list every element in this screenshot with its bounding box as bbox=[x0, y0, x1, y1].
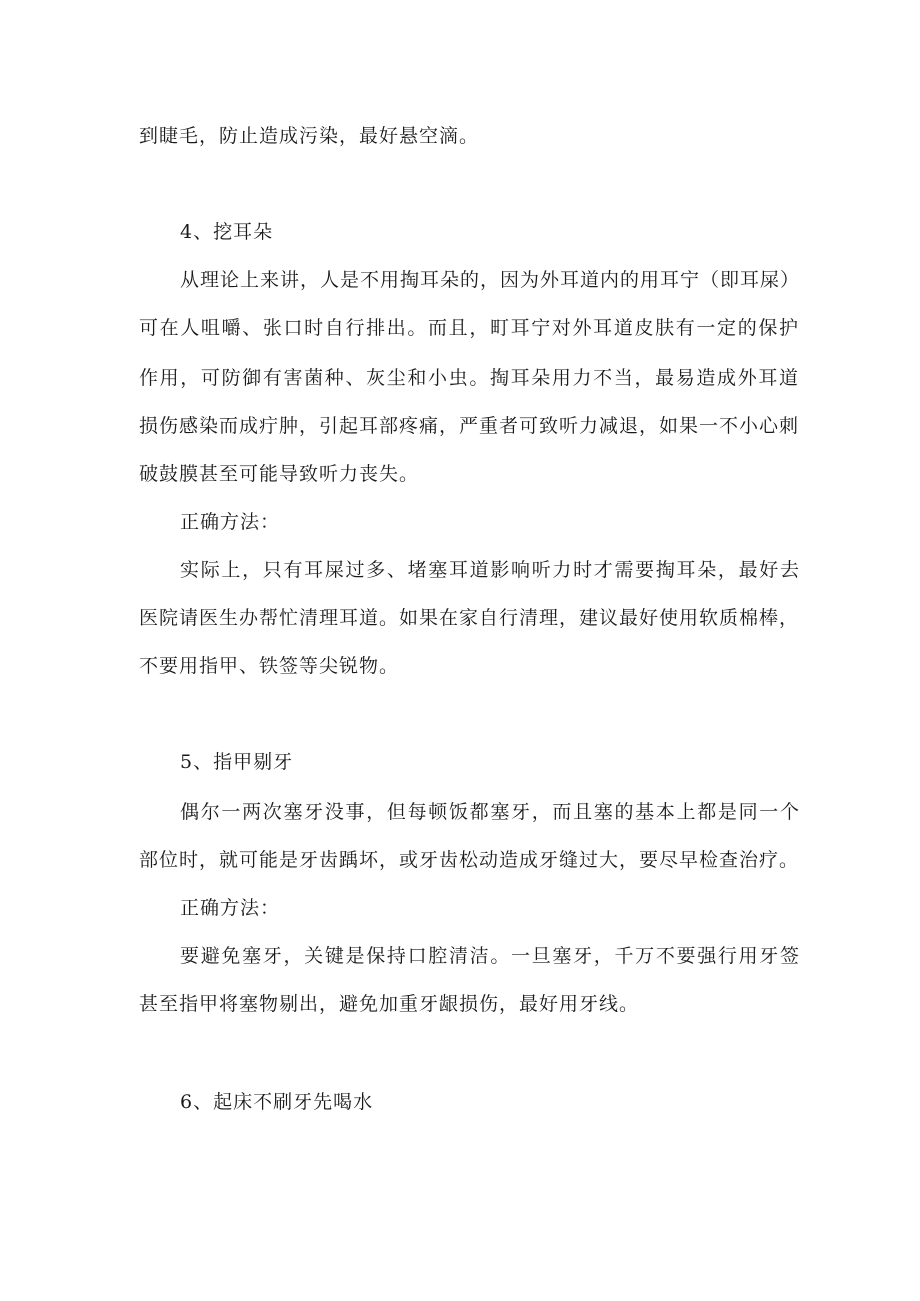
paragraph-line: 从理论上来讲，人是不用掏耳朵的，因为外耳道内的用耳宁（即耳屎） bbox=[180, 269, 801, 291]
paragraph-line: 部位时，就可能是牙齿踽坏，或牙齿松动造成牙缝过大，要尽早检查治疗。 bbox=[139, 849, 800, 871]
paragraph-line: 医院请医生办帮忙清理耳道。如果在家自行清理，建议最好使用软质棉棒， bbox=[139, 607, 800, 629]
paragraph-line: 损伤感染而成疔肿，引起耳部疼痛，严重者可致听力减退，如果一不小心刺 bbox=[139, 415, 800, 437]
section-heading: 5、指甲剔牙 bbox=[180, 751, 294, 773]
section-heading: 6、起床不刷牙先喝水 bbox=[180, 1091, 374, 1113]
paragraph-line: 到睫毛，防止造成污染，最好悬空滴。 bbox=[139, 125, 480, 147]
paragraph-line: 甚至指甲将塞物剔出，避免加重牙龈损伤，最好用牙线。 bbox=[139, 993, 640, 1015]
method-label: 正确方法： bbox=[180, 511, 281, 533]
section-heading: 4、挖耳朵 bbox=[180, 221, 274, 243]
paragraph-line: 要避免塞牙，关键是保持口腔清洁。一旦塞牙，千万不要强行用牙签 bbox=[180, 945, 800, 967]
paragraph-line: 破鼓膜甚至可能导致听力丧失。 bbox=[139, 463, 420, 485]
paragraph-line: 偶尔一两次塞牙没事，但每顿饭都塞牙，而且塞的基本上都是同一个 bbox=[180, 801, 800, 823]
paragraph-line: 作用，可防御有害菌种、灰尘和小虫。掏耳朵用力不当，最易造成外耳道 bbox=[139, 367, 799, 389]
paragraph-line: 可在人咀嚼、张口时自行排出。而且，町耳宁对外耳道皮肤有一定的保护 bbox=[139, 317, 799, 339]
paragraph-line: 不要用指甲、铁签等尖锐物。 bbox=[139, 655, 400, 677]
method-label: 正确方法： bbox=[180, 897, 281, 919]
paragraph-line: 实际上，只有耳屎过多、堵塞耳道影响听力时才需要掏耳朵，最好去 bbox=[180, 559, 800, 581]
